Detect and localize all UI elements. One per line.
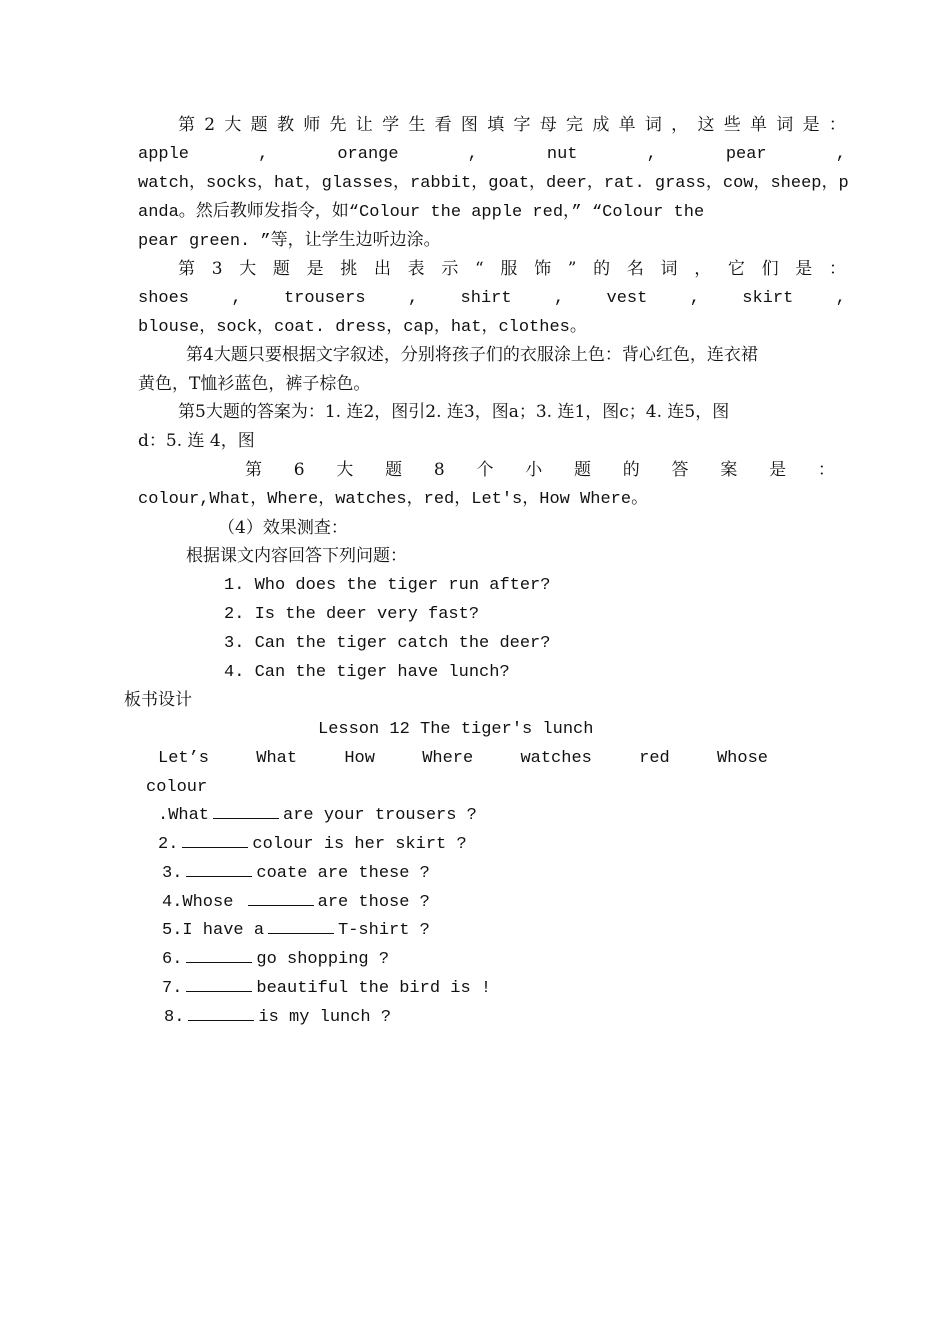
p2-line5: pear green. ”等，让学生边听边涂。: [138, 232, 441, 251]
justified-token: 单: [750, 115, 768, 135]
p4-line2: 黄色，T恤衫蓝色，裤子棕色。: [138, 374, 371, 394]
p4-line1: 第4大题只要根据文字叙述，分别将孩子们的衣服涂上色：背心红色，连衣裙: [186, 345, 758, 365]
p3-line2: [138, 284, 846, 313]
answer-blank: [248, 889, 314, 906]
p6-line2: colour,What，Where，watches，red，Let's，How Where。: [138, 490, 649, 509]
justified-token: 教: [276, 115, 294, 135]
justified-token: ,: [553, 289, 565, 308]
justified-token: 让: [355, 115, 373, 135]
word-bank-item: Whose: [716, 749, 768, 768]
exercise-suffix: go shopping ?: [256, 950, 390, 969]
word-bank-item: What: [256, 749, 298, 768]
justified-token: 词: [660, 259, 678, 279]
justified-token: 的: [622, 460, 640, 480]
justified-token: 是: [802, 115, 820, 135]
justified-token: 些: [723, 115, 741, 135]
exercise-1: [158, 801, 477, 830]
justified-token: ：: [828, 115, 846, 135]
justified-token: 8: [433, 460, 445, 480]
exercise-prefix: 7.: [162, 979, 183, 998]
justified-token: 第: [245, 460, 262, 480]
justified-token: skirt: [742, 289, 794, 308]
justified-token: 是: [769, 460, 787, 480]
justified-token: 单: [618, 115, 636, 135]
test-heading: （4）效果测查：: [218, 518, 348, 538]
p2-line3: watch，socks，hat，glasses，rabbit，goat，deer，rat. grass，cow，sheep，p: [138, 174, 849, 193]
exercise-3: [162, 859, 430, 888]
justified-token: ,: [258, 145, 269, 164]
word-bank: [158, 744, 768, 773]
word-bank-item: watches: [520, 749, 592, 768]
answer-blank: [186, 946, 252, 963]
justified-token: 个: [476, 460, 494, 480]
justified-token: 学: [382, 115, 400, 135]
justified-token: ：: [828, 259, 846, 279]
justified-token: 是: [306, 259, 324, 279]
exercise-suffix: T-shirt ?: [338, 921, 430, 940]
justified-token: 图: [460, 115, 478, 135]
justified-token: ,: [689, 289, 700, 308]
justified-token: 题: [272, 259, 290, 279]
exercise-prefix: 3.: [162, 864, 183, 883]
justified-token: 字: [513, 115, 531, 135]
exercise-prefix: 2.: [158, 835, 179, 854]
justified-token: 的: [593, 259, 611, 279]
lesson-title: Lesson 12 The tiger's lunch: [318, 720, 594, 739]
justified-token: 表: [407, 259, 425, 279]
justified-token: 填: [487, 115, 505, 135]
exercise-6: [162, 945, 389, 974]
justified-token: 题: [574, 460, 592, 480]
justified-token: 饰: [534, 259, 552, 279]
question-3: 3. Can the tiger catch the deer?: [224, 634, 551, 653]
justified-token: 完: [566, 115, 584, 135]
question-2: 2. Is the deer very fast?: [224, 605, 480, 624]
answer-blank: [182, 831, 248, 848]
justified-token: nut: [546, 145, 578, 164]
board-heading: 板书设计: [124, 690, 192, 710]
justified-token: 挑: [340, 259, 358, 279]
exercise-prefix: 8.: [164, 1008, 185, 1027]
exercise-prefix: 5.I have a: [162, 921, 265, 940]
justified-token: 示: [441, 259, 459, 279]
word-bank-item: red: [639, 749, 670, 768]
justified-token: 词: [644, 115, 662, 135]
justified-token: 第: [178, 115, 195, 135]
justified-token: 6: [293, 460, 305, 480]
exercise-prefix: 4.Whose: [162, 893, 244, 912]
justified-token: trousers: [283, 289, 366, 308]
exercise-suffix: are your trousers ?: [283, 806, 477, 825]
test-intro: 根据课文内容回答下列问题：: [186, 546, 407, 566]
justified-token: ,: [646, 145, 657, 164]
justified-token: vest: [606, 289, 648, 308]
answer-blank: [188, 1004, 254, 1021]
p2-line2: [138, 140, 846, 169]
justified-token: “: [475, 259, 484, 279]
exercise-suffix: coate are these ?: [256, 864, 430, 883]
exercise-5: [162, 916, 430, 945]
answer-blank: [186, 975, 252, 992]
justified-token: ,: [467, 145, 478, 164]
justified-token: 这: [697, 115, 715, 135]
exercise-prefix: 6.: [162, 950, 183, 969]
justified-token: 小: [525, 460, 543, 480]
justified-token: 词: [776, 115, 794, 135]
justified-token: 服: [500, 259, 518, 279]
justified-token: 师: [303, 115, 321, 135]
justified-token: 看: [434, 115, 452, 135]
justified-token: 是: [795, 259, 813, 279]
justified-token: ，: [671, 115, 689, 135]
justified-token: 名: [626, 259, 644, 279]
justified-token: 生: [408, 115, 426, 135]
justified-token: 它: [727, 259, 745, 279]
exercise-prefix: .What: [158, 806, 210, 825]
exercise-suffix: beautiful the bird is !: [256, 979, 492, 998]
p5-line2: d：5. 连 4，图: [138, 431, 255, 451]
justified-token: 先: [329, 115, 347, 135]
justified-token: ,: [835, 145, 846, 164]
justified-token: 母: [539, 115, 557, 135]
answer-blank: [213, 802, 279, 819]
justified-token: ，: [694, 259, 712, 279]
answer-blank: [186, 860, 252, 877]
justified-token: 成: [592, 115, 610, 135]
justified-token: ：: [817, 460, 835, 480]
exercise-2: [158, 830, 467, 859]
exercise-4: [162, 888, 430, 917]
justified-token: 大: [224, 115, 242, 135]
p3-line1: [178, 255, 846, 284]
justified-token: ,: [231, 289, 242, 308]
justified-token: 题: [385, 460, 403, 480]
word-bank-extra: colour: [146, 778, 208, 797]
question-1: 1. Who does the tiger run after?: [224, 576, 551, 595]
justified-token: ,: [835, 289, 846, 308]
justified-token: 大: [239, 259, 257, 279]
p2-line4: anda。然后教师发指令，如“Colour the apple red，” “Colour the: [138, 203, 705, 222]
justified-token: pear: [725, 145, 767, 164]
justified-token: apple: [138, 145, 190, 164]
p6-line1: [245, 456, 835, 485]
p2-line1: [178, 111, 846, 140]
exercise-8: [164, 1003, 391, 1032]
question-4: 4. Can the tiger have lunch?: [224, 663, 510, 682]
justified-token: shoes: [138, 289, 190, 308]
justified-token: 案: [720, 460, 738, 480]
word-bank-item: Where: [422, 749, 474, 768]
answer-blank: [268, 917, 334, 934]
justified-token: ,: [407, 289, 419, 308]
p5-line1: 第5大题的答案为：1. 连2，图引2. 连3，图a；3. 连1，图c；4. 连5，图: [178, 402, 730, 422]
justified-token: 出: [373, 259, 391, 279]
justified-token: orange: [337, 145, 399, 164]
exercise-7: [162, 974, 491, 1003]
justified-token: 大: [336, 460, 354, 480]
exercise-suffix: are those ?: [317, 893, 430, 912]
justified-token: 第: [178, 259, 195, 279]
exercise-suffix: colour is her skirt ?: [252, 835, 467, 854]
justified-token: 2: [204, 115, 216, 135]
word-bank-item: How: [344, 749, 375, 768]
justified-token: shirt: [460, 289, 512, 308]
justified-token: 们: [761, 259, 779, 279]
p3-line3: blouse，sock，coat. dress，cap，hat，clothes。: [138, 318, 587, 337]
justified-token: 题: [250, 115, 268, 135]
exercise-suffix: is my lunch ?: [258, 1008, 392, 1027]
word-bank-item: Let’s: [158, 749, 210, 768]
justified-token: 答: [671, 460, 689, 480]
justified-token: 3: [211, 259, 223, 279]
justified-token: ”: [567, 259, 577, 279]
